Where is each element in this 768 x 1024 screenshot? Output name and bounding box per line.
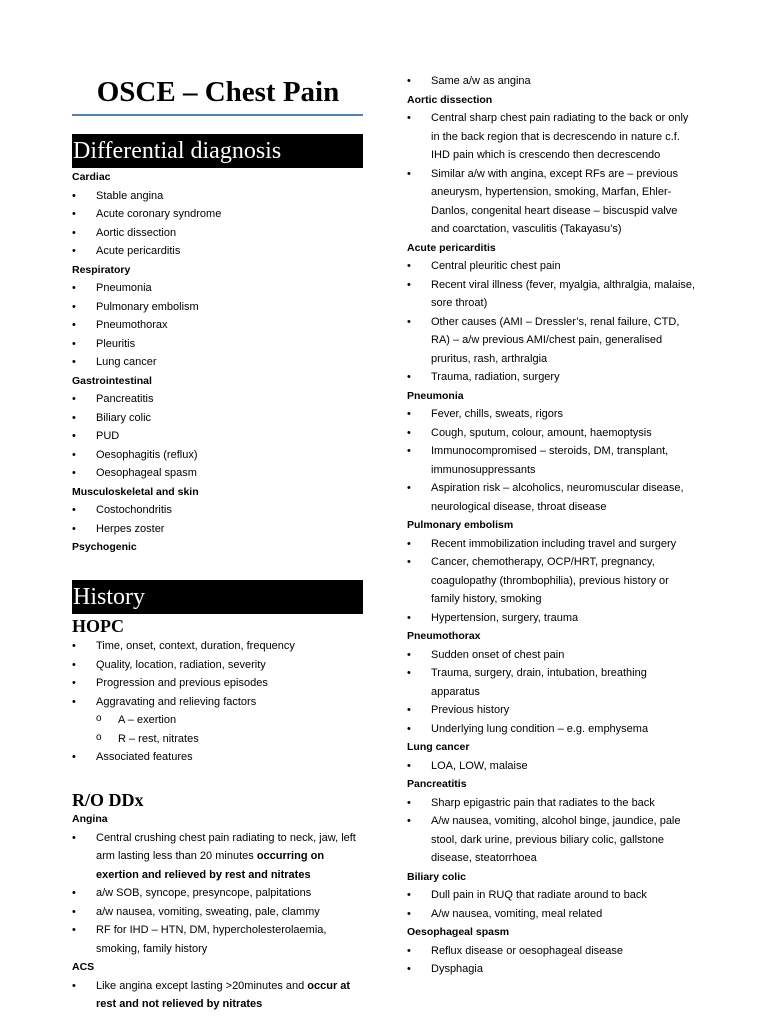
list-item: • Pneumothorax xyxy=(72,316,364,335)
list-item: • a/w nausea, vomiting, sweating, pale, clammy xyxy=(72,903,364,922)
list-item xyxy=(72,693,364,749)
category-label: Musculoskeletal and skin xyxy=(72,485,199,498)
list-item: • Lung cancer xyxy=(72,353,364,372)
list-item: • Dull pain in RUQ that radiate around to back xyxy=(407,886,697,905)
list-item: • Cancer, chemotherapy, OCP/HRT, pregnancy, coagulopathy (thrombophilia), previous history or family history, smoking xyxy=(407,553,697,609)
list-item: • Other causes (AMI – Dressler’s, renal failure, CTD, RA) – a/w previous AMI/chest pain, generalised pruritus, rash, arthralgia xyxy=(407,313,697,369)
list-item: • Same a/w as angina xyxy=(407,72,697,91)
list-item: • Central sharp chest pain radiating to the back or only in the back region that is decrescendo in nature c.f. IHD pain which is crescendo then decrescendo xyxy=(407,109,697,165)
category-label: Biliary colic xyxy=(407,870,466,883)
section-heading-history: History xyxy=(72,580,363,614)
page-title: OSCE – Chest Pain xyxy=(96,76,340,108)
list-item: • Previous history xyxy=(407,701,697,720)
list-item: • Pleuritis xyxy=(72,335,364,354)
rodx-list xyxy=(72,810,364,1014)
list-item: • Immunocompromised – steroids, DM, transplant, immunosuppressants xyxy=(407,442,697,479)
list-item: • Oesophageal spasm xyxy=(72,464,364,483)
list-item: • Hypertension, surgery, trauma xyxy=(407,609,697,628)
list-item: • PUD xyxy=(72,427,364,446)
category-label: Respiratory xyxy=(72,263,131,276)
list-item: • A/w nausea, vomiting, alcohol binge, jaundice, pale stool, dark urine, previous biliary colic, gallstone disease, steatorrhoea xyxy=(407,812,697,868)
list-item-text: Aggravating and relieving factors xyxy=(96,695,257,708)
list-item: • Sharp epigastric pain that radiates to the back xyxy=(407,794,697,813)
list-item: • Fever, chills, sweats, rigors xyxy=(407,405,697,424)
category-label: Aortic dissection xyxy=(407,93,493,106)
list-item: • RF for IHD – HTN, DM, hypercholesterolaemia, smoking, family history xyxy=(72,921,364,958)
category-label: Psychogenic xyxy=(72,541,137,553)
list-item: • Herpes zoster xyxy=(72,520,364,539)
list-item: • Similar a/w with angina, except RFs are – previous aneurysm, hypertension, smoking, Marfan, Ehler-Danlos, congenital heart disease – biscuspid valve and coarctation, vasculitis (Takayasu’s) xyxy=(407,165,697,239)
list-item: • Dysphagia xyxy=(407,960,697,979)
category-label: Gastrointestinal xyxy=(72,374,152,387)
list-item: • Associated features xyxy=(72,748,364,767)
sub-list-item: o R – rest, nitrates xyxy=(72,730,364,749)
list-item: • Cough, sputum, colour, amount, haemoptysis xyxy=(407,424,697,443)
list-item xyxy=(72,829,364,885)
subheading-hopc: HOPC xyxy=(72,616,124,636)
list-item: • Time, onset, context, duration, frequency xyxy=(72,637,364,656)
list-item: • Progression and previous episodes xyxy=(72,674,364,693)
category-label: Pneumonia xyxy=(407,389,464,402)
category-label: Angina xyxy=(72,813,108,825)
category-label: ACS xyxy=(72,961,95,973)
category-label: Lung cancer xyxy=(407,741,470,753)
list-item-text: Central crushing chest pain radiating to neck, jaw, left arm lasting less than 20 minutes xyxy=(96,831,356,862)
hopc-list xyxy=(72,637,364,767)
section-heading-differential: Differential diagnosis xyxy=(72,134,363,168)
category-label: Cardiac xyxy=(72,171,111,183)
list-item: • LOA, LOW, malaise xyxy=(407,757,697,776)
category-label: Pulmonary embolism xyxy=(407,519,514,531)
list-item: • Pancreatitis xyxy=(72,390,364,409)
list-item: • Oesophagitis (reflux) xyxy=(72,446,364,465)
list-item: • Trauma, surgery, drain, intubation, breathing apparatus xyxy=(407,664,697,701)
list-item: • Quality, location, radiation, severity xyxy=(72,656,364,675)
list-item: • Pneumonia xyxy=(72,279,364,298)
list-item: • Reflux disease or oesophageal disease xyxy=(407,942,697,961)
list-item: • Biliary colic xyxy=(72,409,364,428)
title-underline xyxy=(72,114,363,116)
subheading-rodx: R/O DDx xyxy=(72,790,144,810)
list-item: • A/w nausea, vomiting, meal related xyxy=(407,905,697,924)
list-item: • Pulmonary embolism xyxy=(72,298,364,317)
list-item-text: Like angina except lasting >20minutes and xyxy=(96,979,308,992)
list-item: • Recent viral illness (fever, myalgia, althralgia, malaise, sore throat) xyxy=(407,276,697,313)
list-item: • Trauma, radiation, surgery xyxy=(407,368,697,387)
list-item-emphasis: occur at rest and not relieved by nitrates xyxy=(96,979,351,1010)
list-item: • Aspiration risk – alcoholics, neuromuscular disease, neurological disease, throat disease xyxy=(407,479,697,516)
list-item: • Costochondritis xyxy=(72,501,364,520)
list-item: • Stable angina xyxy=(72,187,364,206)
differential-list xyxy=(72,168,364,557)
list-item: • Recent immobilization including travel and surgery xyxy=(407,535,697,554)
list-item: • Central pleuritic chest pain xyxy=(407,257,697,276)
category-label: Oesophageal spasm xyxy=(407,926,510,938)
list-item: • Aortic dissection xyxy=(72,224,364,243)
list-item: • Sudden onset of chest pain xyxy=(407,646,697,665)
category-label: Pneumothorax xyxy=(407,630,481,642)
category-label: Pancreatitis xyxy=(407,778,467,790)
right-column xyxy=(407,72,697,979)
list-item xyxy=(72,977,364,1014)
list-item: • Acute coronary syndrome xyxy=(72,205,364,224)
list-item: • a/w SOB, syncope, presyncope, palpitations xyxy=(72,884,364,903)
category-label: Acute pericarditis xyxy=(407,241,496,254)
list-item-emphasis: occurring on exertion and relieved by rest and nitrates xyxy=(96,850,325,881)
list-item: • Acute pericarditis xyxy=(72,242,364,261)
list-item: • Underlying lung condition – e.g. emphysema xyxy=(407,720,697,739)
sub-list-item: o A – exertion xyxy=(72,711,364,730)
